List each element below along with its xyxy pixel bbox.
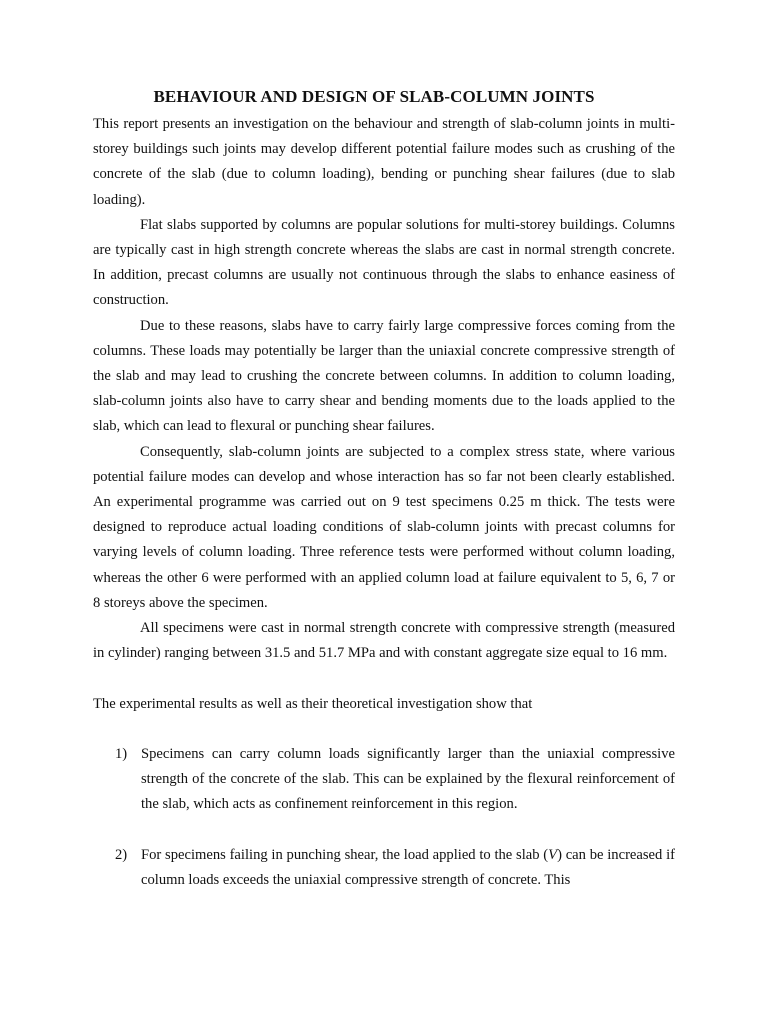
list-item-text-after: ) can be increased if column loads exceeds the uniaxial compressive strength of concrete. This <box>141 846 675 889</box>
list-item <box>93 742 675 818</box>
results-intro-line: The experimental results as well as their theoretical investigation show that <box>93 695 533 712</box>
findings-list <box>93 742 675 893</box>
list-item-text-before: For specimens failing in punching shear, the load applied to the slab ( <box>141 846 549 863</box>
list-item-number: 1) <box>115 746 128 763</box>
paragraph-intro: This report presents an investigation on the behaviour and strength of slab-column joints in multi-storey buildings such joints may develop different potential failure modes such as crushing of the concrete of the slab (due to column loading), bending or punching shear failures (due to slab loading). <box>93 116 675 208</box>
load-symbol: V <box>548 846 558 863</box>
blank-line <box>93 717 675 742</box>
list-item-number: 2) <box>115 846 128 863</box>
list-item-text: Specimens can carry column loads significantly larger than the uniaxial compressive strength of the concrete of the slab. This can be explained by the flexural reinforcement of the slab, which acts as confinement reinforcement in this region. <box>141 746 675 813</box>
list-item-text <box>141 843 675 893</box>
blank-line <box>93 666 675 691</box>
list-item <box>93 843 675 893</box>
paragraph-flat-slabs: Flat slabs supported by columns are popular solutions for multi-storey buildings. Columns are typically cast in high strength concrete whereas the slabs are cast in normal strength concrete. In addition, precast columns are usually not continuous through the slabs to enhance easiness of construction. <box>93 216 675 309</box>
paragraph-compressive-forces: Due to these reasons, slabs have to carry fairly large compressive forces coming from the columns. These loads may potentially be larger than the uniaxial concrete compressive strength of the slab and may lead to crushing the concrete between columns. In addition to column loading, slab-column joints also have to carry shear and bending moments due to the loads applied to the slab, which can lead to flexural or punching shear failures. <box>93 317 675 435</box>
paragraph-specimens-concrete: All specimens were cast in normal strength concrete with compressive strength (measured in cylinder) ranging between 31.5 and 51.7 MPa and with constant aggregate size equal to 16 mm. <box>93 620 675 662</box>
document-title-text: BEHAVIOUR AND DESIGN OF SLAB-COLUMN JOINTS <box>153 87 595 106</box>
document-body <box>93 112 675 893</box>
paragraph-experimental-programme: Consequently, slab-column joints are subjected to a complex stress state, where various potential failure modes can develop and whose interaction has so far not been clearly established. An experimental programme was carried out on 9 test specimens 0.25 m thick. The tests were designed to reproduce actual loading conditions of slab-column joints with precast columns for varying levels of column loading. Three reference tests were performed without column loading, whereas the other 6 were performed with an applied column load at failure equivalent to 5, 6, 7 or 8 storeys above the specimen. <box>93 443 675 611</box>
document-title <box>0 86 768 108</box>
blank-line <box>93 818 675 843</box>
